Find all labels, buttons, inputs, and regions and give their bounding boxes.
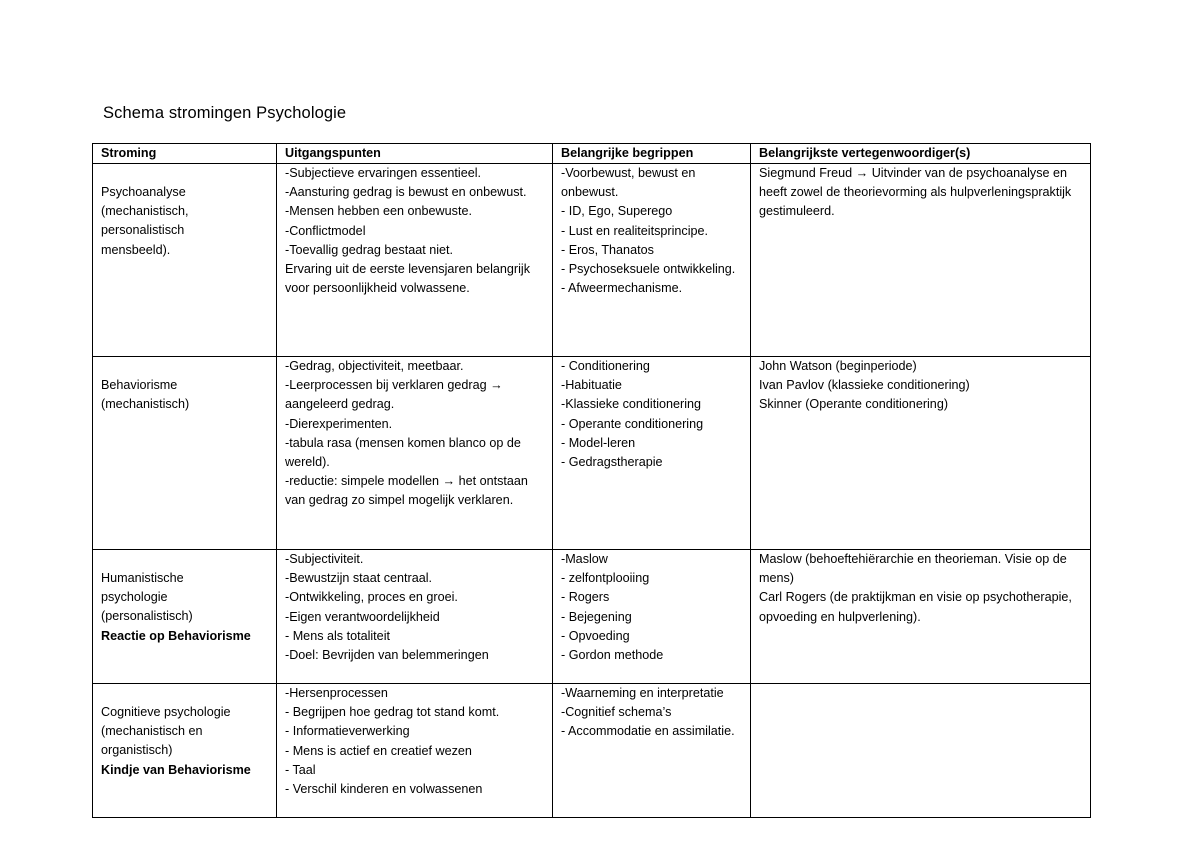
cell-line: Carl Rogers (de praktijkman en visie op psychotherapie, opvoeding en hulpverlening). [759,590,1072,624]
cell-line: -reductie: simpele modellen → het ontstaan van gedrag zo simpel mogelijk verklaren. [285,474,528,508]
cell-line: -Mensen hebben een onbewuste. [285,204,472,219]
cell-line: -Gedrag, objectiviteit, meetbaar. [285,359,464,373]
cell-line: (mechanistisch, [101,204,189,219]
cell-line: - Gedragstherapie [561,455,663,470]
cell-line: - Begrijpen hoe gedrag tot stand komt. [285,705,500,720]
cell-line: Psychoanalyse [101,185,186,199]
cell-line: psychologie [101,590,168,605]
cell-line: (personalistisch) [101,609,193,624]
cell-line: -Aansturing gedrag is bewust en onbewust. [285,185,527,200]
cell-line: -Eigen verantwoordelijkheid [285,609,440,624]
cell-line: - Mens is actief en creatief wezen [285,743,472,758]
cell-line: - Model-leren [561,435,636,450]
cell-uitgangspunten [277,164,553,357]
header-uitgangspunten: Uitgangspunten [277,144,553,164]
cell-line: Skinner (Operante conditionering) [759,397,949,412]
cell-begrippen [553,164,751,357]
table-header-row [93,144,1091,164]
cell-line: - ID, Ego, Superego [561,204,673,219]
cell-line: -Bewustzijn staat centraal. [285,571,432,586]
header-vertegenwoordigers: Belangrijkste vertegenwoordiger(s) [751,144,1091,164]
cell-begrippen [553,357,751,550]
cell-line: Ivan Pavlov (klassieke conditionering) [759,378,970,393]
table-row [93,164,1091,357]
cell-line: -Voorbewust, bewust en onbewust. [561,166,696,200]
page-title: Schema stromingen Psychologie [103,104,347,122]
cell-line: -Toevallig gedrag bestaat niet. [285,242,454,257]
cell-begrippen [553,684,751,818]
cell-line: -Subjectieve ervaringen essentieel. [285,166,482,180]
cell-line: - Rogers [561,590,610,605]
cell-line: - Gordon methode [561,648,664,663]
cell-line: personalistisch [101,223,185,238]
cell-stroming [93,684,277,818]
cell-begrippen [553,550,751,684]
cell-uitgangspunten [277,684,553,818]
header-stroming: Stroming [93,144,277,164]
table-row [93,550,1091,684]
cell-line: - Accommodatie en assimilatie. [561,724,735,739]
cell-line: -Ontwikkeling, proces en groei. [285,590,458,605]
cell-line: - Informatieverwerking [285,724,410,739]
cell-line: -Subjectiviteit. [285,552,364,566]
cell-line: mensbeeld). [101,242,171,257]
cell-line: - Lust en realiteitsprincipe. [561,223,708,238]
cell-line: - Bejegening [561,609,632,624]
cell-line: - Conditionering [561,359,650,373]
cell-line: -Habituatie [561,378,622,393]
cell-line: John Watson (beginperiode) [759,359,917,373]
cell-line-bold: Kindje van Behaviorisme [101,762,251,777]
cell-line: -Waarneming en interpretatie [561,686,724,700]
cell-line: (mechanistisch) [101,397,190,412]
cell-line: -Cognitief schema’s [561,705,672,720]
cell-line: Ervaring uit de eerste levensjaren belangrijk voor persoonlijkheid volwassene. [285,262,531,296]
cell-line: -Maslow [561,552,608,566]
cell-stroming [93,357,277,550]
cell-vertegenwoordigers [751,357,1091,550]
cell-line: Behaviorisme [101,378,178,392]
cell-line: -Hersenprocessen [285,686,388,700]
cell-line: -Doel: Bevrijden van belemmeringen [285,648,489,663]
header-begrippen: Belangrijke begrippen [553,144,751,164]
cell-line-bold: Reactie op Behaviorisme [101,628,251,643]
cell-line: - Taal [285,762,316,777]
cell-line: -Conflictmodel [285,223,366,238]
cell-line: -Leerprocessen bij verklaren gedrag → aangeleerd gedrag. [285,378,503,412]
cell-line: - Mens als totaliteit [285,628,390,643]
table-row [93,357,1091,550]
cell-uitgangspunten [277,550,553,684]
cell-line: - Psychoseksuele ontwikkeling. [561,262,736,277]
table-row [93,684,1091,818]
cell-line: - zelfontplooiing [561,571,650,586]
cell-line: Humanistische [101,571,184,585]
cell-line: (mechanistisch en [101,724,203,739]
cell-line: organistisch) [101,743,173,758]
cell-stroming [93,164,277,357]
cell-line: Siegmund Freud → Uitvinder van de psychoanalyse en heeft zowel de theorievorming als hulpverleningspraktijk gestimuleerd. [759,166,1072,219]
cell-line: - Afweermechanisme. [561,281,683,296]
cell-stroming [93,550,277,684]
cell-line: Maslow (behoeftehiërarchie en theorieman. Visie op de mens) [759,552,1067,586]
cell-line: - Verschil kinderen en volwassenen [285,782,483,797]
cell-vertegenwoordigers [751,550,1091,684]
cell-line: -tabula rasa (mensen komen blanco op de wereld). [285,435,521,470]
cell-line: - Opvoeding [561,628,630,643]
cell-vertegenwoordigers [751,684,1091,818]
cell-line: Cognitieve psychologie [101,705,231,719]
cell-vertegenwoordigers [751,164,1091,357]
cell-line: -Dierexperimenten. [285,416,393,431]
cell-line: -Klassieke conditionering [561,397,702,412]
stromingen-table [92,143,1091,818]
cell-line: - Operante conditionering [561,416,704,431]
cell-uitgangspunten [277,357,553,550]
cell-line: - Eros, Thanatos [561,242,654,257]
